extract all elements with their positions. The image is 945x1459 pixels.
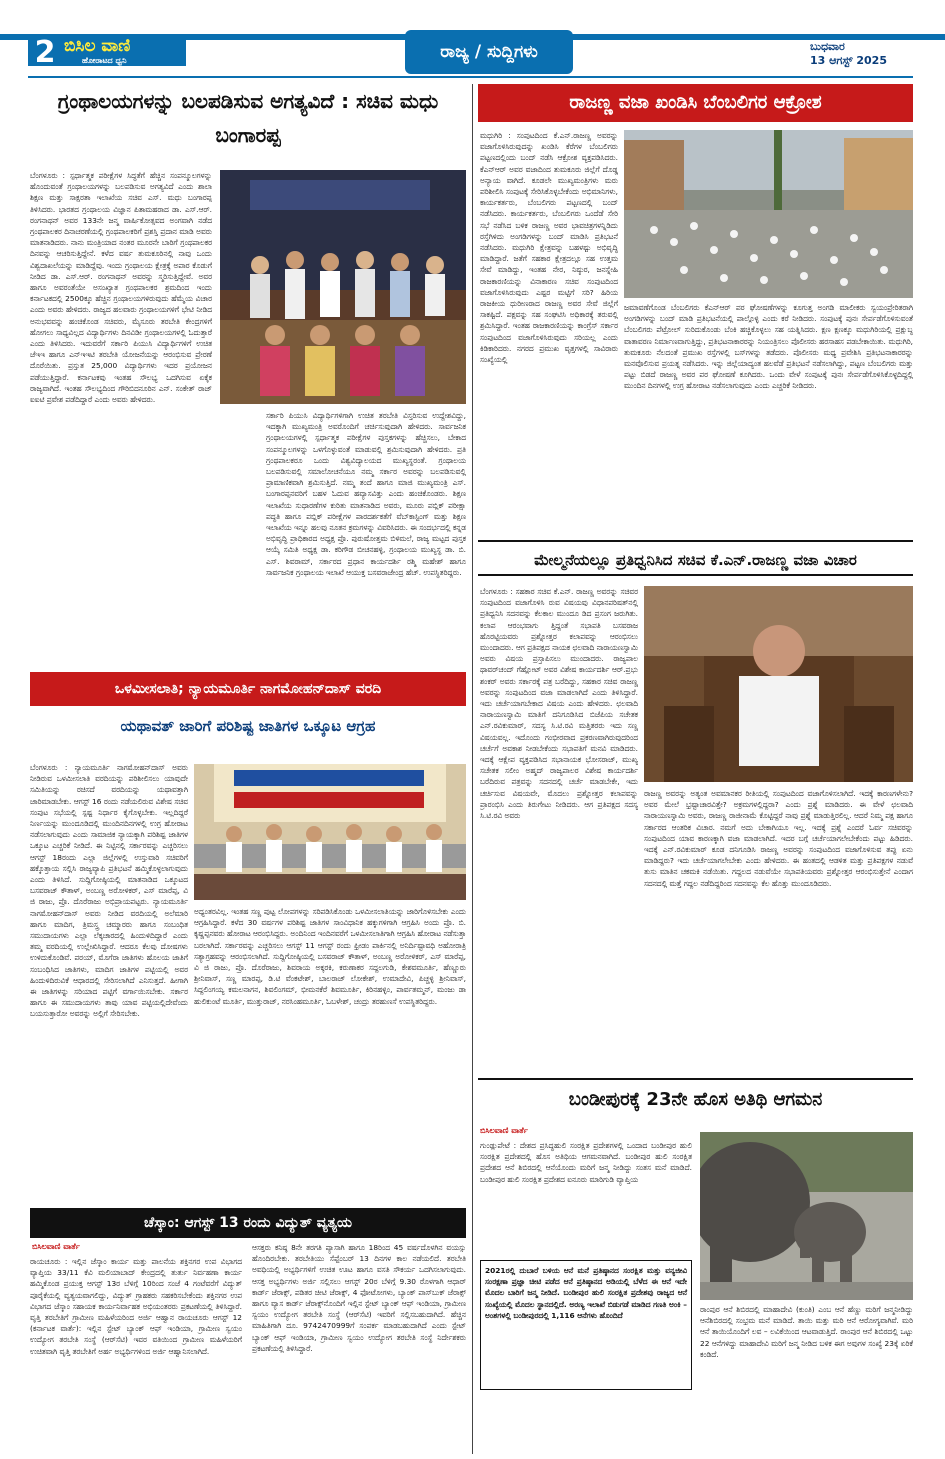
library-body-right: ಸರ್ಕಾರಿ ಪಿಯುಸಿ ವಿದ್ಯಾರ್ಥಿಗಳಿಗಾಗಿ ಉಚಿತ ತರಬೇತಿ ವಿಸ್ತರಿಸುವ ಉದ್ದೇಶವಿದ್ದು, ಇದಕ್ಕಾಗಿ ಮುಖ್ಯಮಂತ್ರಿ ಅವರೊಂದಿಗೆ ಚರ್ಚಿಸುವುದಾಗಿ ಹೇಳಿದರು. ಸಾರ್ವಜನಿಕ ಗ್ರಂಥಾಲಯಗಳಲ್ಲಿ ಸ್ಪರ್ಧಾತ್ಮಕ ಪರೀಕ್ಷೆಗಳ ಪುಸ್ತಕಗಳನ್ನು ಹೆಚ್ಚಿಸಲು, ಬೇಕಾದ ಸಂಪನ್ಮೂಲಗಳನ್ನು ಒಳಗೊಳ್ಳುವಂತೆ ಮಾಡುವಲ್ಲಿ ಶ್ರಮಿಸುವುದಾಗಿ ಹೇಳಿದರು. ಪ್ರತಿ ಗ್ರಂಥಪಾಲಕರೂ ಒಂದು ವಿಶ್ವವಿದ್ಯಾಲಯದ ಮುಖ್ಯಸ್ಥರಂತೆ. ಗ್ರಂಥಾಲಯ ಬಲಪಡಿಸುವಲ್ಲಿ ಸಮಾಲೋಚನೆಯೂ ನಮ್ಮ ಸರ್ಕಾರ ಅವರನ್ನು ಬಲಪಡಿಸುವಲ್ಲಿ ಪ್ರಾಮಾಣಿಕವಾಗಿ ಶ್ರಮಿಸುತ್ತಿದೆ. ನಮ್ಮ ತಂದೆ ಹಾಗೂ ಮಾಜಿ ಮುಖ್ಯಮಂತ್ರಿ ಎಸ್. ಬಂಗಾರಪ್ಪನವರಿಗೆ ಬಹಳ ಓದುವ ಹವ್ಯಾಸವಿತ್ತು ಎಂದು ಹಂಚಿಕೊಂಡರು. ಶಿಕ್ಷಣ ಇಲಾಖೆಯ ಸುಧಾರಣೆಗಳ ಕುರಿತು ಮಾತನಾಡಿದ ಅವರು, ಮೂರು ಪಬ್ಲಿಕ್ ಪರೀಕ್ಷಾ ಪದ್ಧತಿ ಹಾಗೂ ಪಬ್ಲಿಕ್ ಪರೀಕ್ಷೆಗಳ ಪಾರದರ್ಶಕತೆಗೆ ವೆಬ್‌ಕಾಸ್ಟಿಂಗ್ ಮತ್ತು ಶಿಕ್ಷಣ ಇಲಾಖೆಯ ಇನ್ನೂ ಹಲವು ನೂತನ ಕ್ರಮಗಳನ್ನು ವಿವರಿಸಿದರು. ಈ ಸಂದರ್ಭದಲ್ಲಿ ಕನ್ನಡ ಅಭಿವೃದ್ಧಿ ಪ್ರಾಧಿಕಾರದ ಅಧ್ಯಕ್ಷ ಪ್ರೊ. ಪುರುಷೋತ್ತಮ ಬಿಳಿಮಲೆ, ರಾಜ್ಯ ಮಟ್ಟದ ಪುಸ್ತಕ ಆಯ್ಕೆ ಸಮಿತಿ ಅಧ್ಯಕ್ಷ ಡಾ. ಕರಿಗೌಡ ಬೀಚನಹಳ್ಳಿ, ಗ್ರಂಥಾಲಯ ಮುಖ್ಯಸ್ಥ ಡಾ. ಬಿ. ಎಸ್. ಶಿವರಾಮ್, ಸರ್ಕಾರದ ಪ್ರಧಾನ ಕಾರ್ಯದರ್ಶಿ ರಶ್ಮಿ ಮಹೇಶ್ ಹಾಗೂ ಸಾರ್ವಜನಿಕ ಗ್ರಂಥಾಲಯ ಇಲಾಖೆ ಆಯುಕ್ತ ಬಸವರಾಜೇಂದ್ರ ಹೆಚ್. ಉಪಸ್ಥಿತರಿದ್ದರು. — [266, 411, 466, 577]
bandipur-byline: ಬಿಸಿಲವಾಣಿ ವಾರ್ತೆ — [480, 1126, 528, 1135]
council-body-right: ರಾಜಣ್ಣ ಅವರನ್ನು ಅತ್ಯಂತ ಅವಮಾನಕರ ರೀತಿಯಲ್ಲಿ ಸಂಪುಟದಿಂದ ವಜಾಗೊಳಿಸಲಾಗಿದೆ. ಇದಕ್ಕೆ ಕಾರಣಗಳೇನು? ಅವರ ಮೇಲೆ ಭ್ರಷ್ಟಾಚಾರವಿತ್ತೇ? ಅಕ್ರಮಗಳಲ್ಲಿದ್ದರಾ? ಎಂದು ಪ್ರಶ್ನೆ ಮಾಡಿದರು. ಈ ವೇಳೆ ಛಲವಾದಿ ನಾರಾಯಣಸ್ವಾಮಿ ಅವರು, ರಾಜಣ್ಣ ರಾಜೀನಾಮೆ ಕೊಟ್ಟಿದ್ದರೆ ನಾವು ಪ್ರಶ್ನೆ ಮಾಡುತ್ತಿರಲಿಲ್ಲ. ಆದರೆ ನಿಮ್ಮ ಪಕ್ಷ ಹಾಗೂ ಸರ್ಕಾರದ ಆಂತರಿಕ ವಿಚಾರ. ನಮಗೆ ಅದು ಬೇಕಾಗಿಯೂ ಇಲ್ಲ. ಇದಕ್ಕೆ ಪ್ರಶ್ನೆ ಎಂದರೆ ಓರ್ವ ಸಚಿವರನ್ನು ಸಂಪುಟದಿಂದ ಯಾವ ಕಾರಣಕ್ಕಾಗಿ ವಜಾ ಮಾಡಲಾಗಿದೆ. ಇದರ ಬಗ್ಗೆ ಚರ್ಚೆಯಾಗಲೇಬೇಕೆಂದು ಪಟ್ಟು ಹಿಡಿದರು. ಇದಕ್ಕೆ ಎನ್.ರವಿಕುಮಾರ್ ಕೂಡ ದನಿಗೂಡಿಸಿ ರಾಜಣ್ಣ ಅವರನ್ನು ಸಂಪುಟದಿಂದ ವಜಾಗೊಳಿಸುವ ತಪ್ಪು ಏನು ಮಾಡಿದ್ದರು? ಇದು ಚರ್ಚೆಯಾಗಲೇಬೇಕು ಎಂದು ಹೇಳಿದರು. ಈ ಹಂತದಲ್ಲಿ ಆಡಳಿತ ಮತ್ತು ಪ್ರತಿಪಕ್ಷಗಳ ನಡುವೆ ತುಸು ಮಾತಿನ ಚಕಮಕಿ ನಡೆಯಿತು. ಗದ್ದಲದ ನಡುವೆಯೇ ಸಭಾಪತಿಯವರು ಪ್ರಶ್ನೋತ್ತರ ಆರಂಭಿಸುತ್ತೇನೆ ಎಂದಾಗ ಸದನದಲ್ಲಿ ಮತ್ತೆ ಗದ್ದಲ ನಡೆದಿದ್ದರಿಂದ ಸದನವನ್ನು ಕೆಲ ಹೊತ್ತು ಮುಂದೂಡಿದರು. — [644, 789, 913, 888]
library-article — [30, 84, 466, 664]
power-byline: ಬಿಸಿಲವಾಣಿ ವಾರ್ತೆ — [32, 1242, 80, 1251]
inquiry-headline-1: ಒಳಮೀಸಲಾತಿ; ನ್ಯಾಯಮೂರ್ತಿ ನಾಗಮೋಹನ್‌ದಾಸ್ ವರದಿ — [30, 672, 466, 706]
paper-tagline: ಹೋರಾಟದ ಧ್ವನಿ — [82, 56, 127, 65]
masthead — [0, 0, 945, 78]
council-headline: ಮೇಲ್ಮನೆಯಲ್ಲೂ ಪ್ರತಿಧ್ವನಿಸಿದ ಸಚಿವ ಕೆ.ಎನ್.ರಾಜಣ್ಣ ವಜಾ ವಿಚಾರ — [478, 540, 913, 576]
protest-photo — [624, 130, 913, 298]
issue-date-block — [810, 40, 887, 68]
council-article — [478, 540, 913, 1068]
inquiry-body-right: ಅಧ್ಯಂತರವಿಲ್ಲ. ಇಂತಹ ಸಣ್ಣ ಪುಟ್ಟ ಲೋಪಗಳನ್ನು ಸರಿಪಡಿಸಿಕೊಂಡು ಒಳಮೀಸಲಾತಿಯನ್ನು ಜಾರಿಗೊಳಿಸಬೇಕು ಎಂದು ಆಗ್ರಹಿಸಿದ್ದಾರೆ. ಕಳೆದ 30 ವರ್ಷಗಳ ಪರಿಶಿಷ್ಟ ಜಾತಿಗಳ ಸಾಂವಿಧಾನಿಕ ಹಕ್ಕುಗಳಿಗಾಗಿ ಆಗ್ರಹಿಸಿ ಅಂದು ಪ್ರೊ. ಬಿ. ಕೃಷ್ಣಪ್ಪನವರು ಹೋರಾಟ ಆರಂಭಿಸಿದ್ದರು. ಅಂದಿನಿಂದ ಇಂದಿನವರೆಗೆ ಒಳಮೀಸಲಾತಿಗಾಗಿ ಆಗ್ರಹಿಸಿ ಹೋರಾಟ ನಡೆಸುತ್ತಾ ಬರಲಾಗಿದೆ. ಸರ್ಕಾರವನ್ನು ಎಚ್ಚರಿಸಲು ಆಗಸ್ಟ್ 11 ಆಗಸ್ಟ್ ರಂದು ಫ್ರೀಡಂ ಪಾರ್ಕಿನಲ್ಲಿ ಅನಿರ್ದಿಷ್ಟಾವಧಿ ಅಹೋರಾತ್ರಿ ಸತ್ಯಾಗ್ರಹವನ್ನು ಆರಂಭಿಸಲಾಗಿದೆ. ಸುದ್ದಿಗೋಷ್ಠಿಯಲ್ಲಿ ಬಸವರಾಜ್ ಕೌತಾಳ್, ಅಂಬಣ್ಣ ಅರೋಳಿಕರ್, ಎಸ್ ಮಾರೆಪ್ಪ, ವಿ ಜಿ ರಾಜು, ಪ್ರೊ. ದೊರೆರಾಜು, ಶಿವರಾಯ ಅಕ್ಕರಕಿ, ಕರುಣಾಕರ ಸದ್ದಲಗುಡಿ, ಕೇಶವಮೂರ್ತಿ, ಹೆಣ್ಣೂರು ಶ್ರೀನಿವಾಸ್, ಸಣ್ಣ ಮಾರಪ್ಪ, ಡಿ.ಟಿ ವೆಂಕಟೇಶ್, ಬಾಲರಾಜ್ ಲೋಕೇಶ್, ಉಮಾದೇವಿ, ಪಿಚ್ಚಳ್ಳಿ ಶ್ರೀನಿವಾಸ್, ಸಿದ್ದಲಿಂಗಯ್ಯ ಕಮಲನಾಗನ, ಶಿವಲಿಂಗಮ್, ಭೀಮನಕೆರೆ ಶಿವಮೂರ್ತಿ, ಕಿರಿನಹಳ್ಳಿಂ, ಪಾರ್ವತಮ್ಮನ್, ಮಂಜು ಡಾ ಹುಲಿಕುಂಟೆ ಮೂರ್ತಿ, ಮುತ್ತುರಾಜ್, ನರಸಿಂಹಮೂರ್ತಿ, ಓಬಳೇಶ್, ಚಂದ್ರು ತರಹುಣಸೆ ಉಪಸ್ಥಿತರಿದ್ದರು. — [194, 907, 466, 1006]
protest-body-left: ಮಧುಗಿರಿ : ಸಂಪುಟದಿಂದ ಕೆ.ಎನ್.ರಾಜಣ್ಣ ಅವರನ್ನು ವಜಾಗೊಳಿಸಿರುವುದನ್ನು ಖಂಡಿಸಿ ಕೆರೆಗಳ ಬೆಂಬಲಿಗರು ಪಟ್ಟಣದಲ್ಲಿಂದು ಬಂದ್ ನಡೆಸಿ ಆಕ್ರೋಶ ವ್ಯಕ್ತಪಡಿಸಿದರು. ಕೆಎನ್‌ಆರ್ ಅವರ ವಜಾದಿಂದ ತುಮಕೂರು ಜಿಲ್ಲೆಗೆ ದೊಡ್ಡ ಅನ್ಯಾಯ ವಾಗಿದೆ. ಕೂಡಲೇ ಮುಖ್ಯಮಂತ್ರಿಗಳು ಮರು ಪರಿಶೀಲಿಸಿ ಸಂಪುಟಕ್ಕೆ ಸೇರಿಸಿಕೊಳ್ಳಬೇಕೆಂದು ಅಭಿಮಾನಿಗಳು, ಕಾರ್ಯಕರ್ತರು, ಬೆಂಬಲಿಗರು ಪಟ್ಟಣದಲ್ಲಿ ಬಂದ್ ನಡೆಸಿದರು. ಕಾರ್ಯಕರ್ತರು, ಬೆಂಬಲಿಗರು ಒಂದೆಡೆ ಸೇರಿ ಸಭೆ ನಡೆಸಿದ ಬಳಿಕ ರಾಜಣ್ಣ ಅವರ ಭಾವಚಿತ್ರಗಳನ್ನಿಡಿದು ರಸ್ತೆಗಿಳಿದು ಅಂಗಡಿಗಳನ್ನು ಬಂದ್ ಮಾಡಿಸಿ ಪ್ರತಿಭಟನೆ ನಡೆಸಿದರು. ಮಧುಗಿರಿ ಕ್ಷೇತ್ರವನ್ನು ಬಹಳಷ್ಟು ಅಭಿವೃದ್ಧಿ ಮಾಡಿದ್ದಾರೆ. ಜತೆಗೆ ಸಹಕಾರ ಕ್ಷೇತ್ರದಲ್ಲೂ ಸಹ ಉತ್ತಮ ಸೇವೆ ಮಾಡಿದ್ದು, ಇಂತಹ ನೇರ, ನಿಷ್ಠುರ, ಜನಸ್ನೇಹಿ ರಾಜಕಾರಣಿಯನ್ನು ವಿನಾಕಾರಣ ಸಚಿವ ಸಂಪುಟದಿಂದ ವಜಾಗೊಳಿಸಿರುವುದು ಎಷ್ಟರ ಮಟ್ಟಿಗೆ ಸರಿ? ಹಿರಿಯ ರಾಜಕೀಯ ಧುರೀಣರಾದ ರಾಜಣ್ಣ ಅವರ ಸೇವೆ ಜಿಲ್ಲೆಗೆ ಸಾಕಷ್ಟಿದೆ. ಪಕ್ಷವನ್ನು ಸಹ ಸಂಘಟಿಸಿ ಅಧಿಕಾರಕ್ಕೆ ತರುವಲ್ಲಿ ಶ್ರಮಿಸಿದ್ದಾರೆ. ಇಂತಹ ರಾಜಕಾರಣಿಯನ್ನು ಕಾಂಗ್ರೆಸ್ ಸರ್ಕಾರ ಸಂಪುಟದಿಂದ ವಜಾಗೊಳಿಸಿರುವುದು ಸರಿಯಲ್ಲ ಎಂದು ಕಿಡಿಕಾರಿದರು. ನಗರದ ಪ್ರಮುಖ ವೃತ್ತಗಳಲ್ಲಿ ಸಾವಿರಾರು ಸಂಖ್ಯೆಯಲ್ಲಿ — [480, 131, 618, 365]
inquiry-photo — [194, 764, 466, 900]
power-article — [30, 1208, 466, 1454]
paper-name: ಬಿಸಿಲ ವಾಣಿ — [64, 36, 131, 56]
column-divider — [472, 84, 473, 1454]
issue-day: ಬುಧವಾರ — [810, 40, 845, 53]
issue-date: 13 ಆಗಸ್ಟ್ 2025 — [810, 54, 887, 67]
inquiry-headline-2: ಯಥಾವತ್ ಜಾರಿಗೆ ಪರಿಶಿಷ್ಟ ಜಾತಿಗಳ ಒಕ್ಕೂಟ ಆಗ್ರಹ — [120, 717, 376, 735]
bandipur-photo — [700, 1132, 913, 1300]
bandipur-body-right: ರಾಂಪುರ ಆನೆ ಶಿಬಿರದಲ್ಲಿ ಮಾಹಾದೇವಿ (ಕುಂತಿ) ಎಂಬ ಆನೆ ಹೆಣ್ಣು ಮರಿಗೆ ಜನ್ಮನೀಡಿದ್ದು ಆನೆಶಿಬಿರದಲ್ಲಿ ಸಂಭ್ರಮ ಮನೆ ಮಾಡಿದೆ. ತಾಯಿ ಮತ್ತು ಮರಿ ಆನೆ ಆರೋಗ್ಯವಾಗಿವೆ. ಮರಿ ಆನೆ ತಾಯಿಯೊಂದಿಗೆ ಲವ – ಲವಿಕೆಯಿಂದ ಆಟವಾಡುತ್ತಿದೆ. ರಾಂಪುರ ಆನೆ ಶಿಬಿರದಲ್ಲಿ ಒಟ್ಟು 22 ಆನೆಗಳಿದ್ದು ಮಾಹಾದೇವಿ ಮರಿಗೆ ಜನ್ಮ ನೀಡಿದ ಬಳಿಕ ಈಗ ಅವುಗಳ ಸಂಖ್ಯೆ 23ಕ್ಕೆ ಏರಿಕೆ ಕಂಡಿದೆ. — [700, 1305, 913, 1359]
power-body-left: ರಾಯಚೂರು : ಇಲ್ಲಿನ ಜೆಸ್ಕಾಂ ಕಾರ್ಯ ಮತ್ತು ಪಾಲನೆಯ ಶಕ್ತಿನಗರ ಉಪ ವಿಭಾಗದ ವ್ಯಾಪ್ತಿಯ 33/11 ಕೆವಿ ಮಲಿಯಾಬಾದ್ ಕೇಂದ್ರದಲ್ಲಿ ತುರ್ತು ನಿರ್ವಹಣಾ ಕಾರ್ಯ ಹಮ್ಮಿಕೊಂಡ ಪ್ರಯುಕ್ತ ಆಗಸ್ಟ್ 13ರ ಬೆಳಿಗ್ಗೆ 10ರಿಂದ ಸಂಜೆ 4 ಗಂಟೆವರೆಗೆ ವಿದ್ಯುತ್ ಪೂರೈಕೆಯಲ್ಲಿ ವ್ಯತ್ಯಯವಾಗಲಿದ್ದು, ವಿದ್ಯುತ್ ಗ್ರಾಹಕರು ಸಹಕರಿಸಬೇಕೆಂದು ಶಕ್ತಿನಗರ ಉಪ ವಿಭಾಗದ ಜೆಸ್ಕಾಂ ಸಹಾಯಕ ಕಾರ್ಯನಿರ್ವಾಹಕ ಅಭಿಯಂತರರು ಪ್ರಕಟಣೆಯಲ್ಲಿ ತಿಳಿಸಿದ್ದಾರೆ. ವೃತ್ತಿ ತರಬೇತಿಗೆ ಗ್ರಾಮೀಣ ಮಹಿಳೆಯರಿಂದ ಅರ್ಜಿ ಆಹ್ವಾನ ರಾಯಚೂರು ಆಗಸ್ಟ್ 12 (ಕರ್ನಾಟಕ ವಾರ್ತೆ): ಇಲ್ಲಿನ ಸ್ಟೇಟ್ ಬ್ಯಾಂಕ್ ಆಫ್ ಇಂಡಿಯಾ, ಗ್ರಾಮೀಣ ಸ್ವಯಂ ಉದ್ಯೋಗ ತರಬೇತಿ ಸಂಸ್ಥೆ (ಆರ್‌ಸೆಟಿ) ಇವರ ವತಿಯಿಂದ ಗ್ರಾಮೀಣ ಮಹಿಳೆಯರಿಗೆ ಉಚಿತವಾಗಿ ವೃತ್ತಿ ತರಬೇತಿಗೆ ಅರ್ಹ ಅಭ್ಯರ್ಥಿಗಳಿಂದ ಅರ್ಜಿ ಆಹ್ವಾನಿಸಲಾಗಿದೆ. — [30, 1257, 242, 1356]
inquiry-body-left: ಬೆಂಗಳೂರು : ನ್ಯಾಯಮೂರ್ತಿ ನಾಗಮೋಹನ್‌ದಾಸ್ ಅವರು ನೀಡಿರುವ ಒಳಮೀಸಲಾತಿ ವರದಿಯನ್ನು ಪರಿಶೀಲಿಸಲು ಯಾವುದೇ ಸಮಿತಿಯನ್ನು ರಚಿಸದೆ ವರದಿಯನ್ನು ಯಥಾವತ್ತಾಗಿ ಜಾರಿಮಾಡಬೇಕು. ಆಗಸ್ಟ್ 16 ರಂದು ನಡೆಯಲಿರುವ ವಿಶೇಷ ಸಚಿವ ಸಂಪುಟ ಸಭೆಯಲ್ಲಿ ಸ್ಪಷ್ಟ ನಿರ್ಧಾರ ಕೈಗೊಳ್ಳಬೇಕು. ಇಲ್ಲದಿದ್ದರೆ ನಿರ್ಣಯನ್ನು ಮುಂದೂಡಿದಲ್ಲಿ ಮುಂದಿನದಿನಗಳಲ್ಲಿ ಉಗ್ರ ಹೋರಾಟ ನಡೆಸಲಾಗುವುದು ಎಂದು ಸಾಮಾಜಿಕ ನ್ಯಾಯಕ್ಕಾಗಿ ಪರಿಶಿಷ್ಟ ಜಾತಿಗಳ ಒಕ್ಕೂಟ ಎಚ್ಚರಿಕೆ ನೀಡಿದೆ. ಈ ನಿಟ್ಟಿನಲ್ಲಿ ಸರ್ಕಾರವನ್ನು ಎಚ್ಚರಿಸಲು ಆಗಸ್ಟ್ 18ರಂದು ಎಲ್ಲಾ ಜಿಲ್ಲೆಗಳಲ್ಲಿ ಉಸ್ತುವಾರಿ ಸಚಿವರಿಗೆ ಹಕ್ಕೊತ್ತಾಯ ಸಲ್ಲಿಸಿ ರಾಜ್ಯವ್ಯಾಪಿ ಪ್ರತಿಭಟನೆ ಹಮ್ಮಿಕೊಳ್ಳಲಾಗುವುದು ಎಂದು ತಿಳಿಸಿದೆ. ಸುದ್ದಿಗೋಷ್ಠಿಯಲ್ಲಿ ಮಾತನಾಡಿದ ಒಕ್ಕೂಟದ ಬಸವರಾಜ್ ಕೌತಾಳ್, ಅಂಬಣ್ಣ ಅರೋಳಿಕರ್, ಎಸ್ ಮಾರೆಪ್ಪ, ವಿ ಜಿ ರಾಜು, ಪ್ರೊ. ದೊರೆರಾಜು ಅಭಿಪ್ರಾಯಪಟ್ಟರು. ನ್ಯಾಯಮೂರ್ತಿ ನಾಗಮೋಹನ್‌ದಾಸ್ ಅವರು ನೀಡಿದ ವರದಿಯಲ್ಲಿ ಅಲೆಮಾರಿ ಹಾಗೂ ಮಾದಿಗ, ತ್ರಿಮಸ್ತ್ರ ಚಮ್ಮಾರರು ಹಾಗೂ ಸಂಬಂಧಿತ ಸಮುದಾಯಗಳು ಎಲ್ಲಾ ಲೆಕ್ಕಚಾರದಲ್ಲಿ ಹಿಂದುಳಿದಿದ್ದಾರೆ ಎಂದು ತಮ್ಮ ವರದಿಯಲ್ಲಿ ಉಲ್ಲೇಖಿಸಿದ್ದಾರೆ. ಆದರೂ ಕೆಲವು ದೋಷಗಳು ಉಳಿದುಕೊಂಡಿವೆ. ಪರಯ್, ಮೊಗೆರಾ ಜಾತಿಗಳು ಹೊಲಯ ಜಾತಿಗೆ ಸಂಬಂಧಿಸಿದ ಜಾತಿಗಳು, ಮಾದಿಗ ಜಾತಿಗಳ ಪಟ್ಟಿಯಲ್ಲಿ ಅವರ ಹಿಂದುಳಿದಿರುವಿಕೆ ಆಧಾರದಲ್ಲಿ ಸೇರಿಸಲಾಗಿದೆ ಎನಿಸುತ್ತದೆ. ಹೀಗಾಗಿ ಈ ಜಾತಿಗಳನ್ನು ಸರಿಯಾದ ಪಟ್ಟಿಗೆ ವರ್ಗಾಯಿಸಬೇಕು. ಸರ್ಕಾರ ಹಾಗೂ ಈ ಸಮುದಾಯಗಳು ತಾವು ಯಾವ ಪಟ್ಟಿಯಲ್ಲಿದೇವೆಂದು ಬಯಸುತ್ತಾರೋ ಅವರನ್ನು ಅಲ್ಲಿಗೆ ಸೇರಿಸಬೇಕು. — [30, 763, 188, 1019]
protest-headline: ರಾಜಣ್ಣ ವಜಾ ಖಂಡಿಸಿ ಬೆಂಬಲಿಗರ ಆಕ್ರೋಶ — [478, 84, 913, 122]
power-headline: ಚೆಸ್ಕಾಂ: ಆಗಸ್ಟ್ 13 ರಂದು ವಿದ್ಯುತ್ ವ್ಯತ್ಯಯ — [30, 1208, 466, 1238]
protest-article — [478, 84, 913, 530]
council-photo — [644, 586, 913, 782]
power-body-right: ಆಸಕ್ತರು ಕನಿಷ್ಠ 8ನೇ ತರಗತಿ ಪ್ಯಾಸಾಗಿ ಹಾಗೂ 18ರಿಂದ 45 ವರ್ಷದೊಳಗಿನ ವಯಸ್ಸು ಹೊಂದಿರಬೇಕು. ತರಬೇತಿಯು ಸೆಪ್ಟೆಂಬರ್ 13 ದಿನಗಳ ಕಾಲ ನಡೆಯಲಿದೆ. ತರಬೇತಿ ಅವಧಿಯಲ್ಲಿ ಅಭ್ಯರ್ಥಿಗಳಿಗೆ ಉಚಿತ ಊಟ ಹಾಗೂ ವಸತಿ ಸೌಕರ್ಯ ಒದಗಿಸಲಾಗುವುದು. ಆಸಕ್ತ ಅಭ್ಯರ್ಥಿಗಳು ಅರ್ಜಿ ಸಲ್ಲಿಸಲು ಆಗಸ್ಟ್ 20ರ ಬೆಳಿಗ್ಗೆ 9.30 ರೊಳಗಾಗಿ ಆಧಾರ್ ಕಾರ್ಡ್ ಜೆರಾಕ್ಸ್, ಪಡಿತರ ಚೀಟಿ ಜೆರಾಕ್ಸ್, 4 ಫೋಟೋಗಳು, ಬ್ಯಾಂಕ್ ಪಾಸ್‌ಬುಕ್ ಜೆರಾಕ್ಸ್ ಹಾಗೂ ವ್ಯಾಸ ಕಾರ್ಡ್ ಜೆರಾಕ್ಸ್‌ನೊಂದಿಗೆ ಇಲ್ಲಿನ ಸ್ಟೇಟ್ ಬ್ಯಾಂಕ್ ಆಫ್ ಇಂಡಿಯಾ, ಗ್ರಾಮೀಣ ಸ್ವಯಂ ಉದ್ಯೋಗ ತರಬೇತಿ ಸಂಸ್ಥೆ (ಆರ್‌ಸೆಟಿ) ಇವರಿಗೆ ಸಲ್ಲಿಸಬಹುದಾಗಿದೆ. ಹೆಚ್ಚಿನ ಮಾಹಿತಿಗಾಗಿ ದೂ. 9742470999ಗೆ ಸಂಪರ್ಕ ಮಾಡಬಹುದಾಗಿದೆ ಎಂದು ಸ್ಟೇಟ್ ಬ್ಯಾಂಕ್ ಆಫ್ ಇಂಡಿಯಾ, ಗ್ರಾಮೀಣ ಸ್ವಯಂ ಉದ್ಯೋಗ ತರಬೇತಿ ಸಂಸ್ಥೆ ನಿರ್ದೇಶಕರು ಪ್ರಕಟಣೆಯಲ್ಲಿ ತಿಳಿಸಿದ್ದಾರೆ. — [252, 1243, 466, 1353]
library-headline: ಗ್ರಂಥಾಲಯಗಳನ್ನು ಬಲಪಡಿಸುವ ಅಗತ್ಯವಿದೆ : ಸಚಿವ ಮಧು ಬಂಗಾರಪ್ಪ — [57, 89, 439, 147]
bandipur-highlight-box: 2021ರಲ್ಲಿ ದುಬಾರೆ ಬಳಿಯ ಆನೆ ಮನೆ ಪ್ರತಿಷ್ಠಾನದ ಸಂರಕ್ಷಿತ ಮತ್ತು ವನ್ಯಜೀವಿ ಸಂರಕ್ಷಣಾ ಪ್ರಜ್ಞಾ ಚೀಟಿ ಪಡೆದ ಆನೆ ಪ್ರತಿಷ್ಠಾನದ ಅಡಿಯಲ್ಲಿ ಬೆಳೆದ ಈ ಆನೆ ಇದೇ ಮೊದಲ ಬಾರಿಗೆ ಜನ್ಮ ನೀಡಿದೆ. ಬಂಡೀಪುರ ಹುಲಿ ಸಂರಕ್ಷಿತ ಪ್ರದೇಶವು ರಾಜ್ಯದ ಆನೆ ಸಂಖ್ಯೆಯಲ್ಲಿ ಮೊದಲ ಸ್ಥಾನದಲ್ಲಿದೆ. ಅರಣ್ಯ ಇಲಾಖೆ ಬಿಡುಗಡೆ ಮಾಡಿದ ಗಣತಿ ಅಂಕಿ – ಅಂಶಗಳಲ್ಲಿ ಬಂಡೀಪುರದಲ್ಲಿ 1,116 ಆನೆಗಳು ಹೊಂದಿದೆ — [480, 1260, 692, 1390]
bandipur-headline: ಬಂಡೀಪುರಕ್ಕೆ 23ನೇ ಹೊಸ ಅತಿಥಿ ಆಗಮನ — [478, 1078, 913, 1122]
inquiry-article — [30, 672, 466, 1200]
masthead-rule — [28, 76, 913, 78]
library-body-left: ಬೆಂಗಳೂರು : ಸ್ಪರ್ಧಾತ್ಮಕ ಪರೀಕ್ಷೆಗಳ ಸಿದ್ಧತೆಗೆ ಹೆಚ್ಚಿನ ಸಂಪನ್ಮೂಲಗಳನ್ನು ಹೊಂದುವಂತೆ ಗ್ರಂಥಾಲಯಗಳನ್ನು ಬಲಪಡಿಸುವ ಅಗತ್ಯವಿದೆ ಎಂದು ಶಾಲಾ ಶಿಕ್ಷಣ ಮತ್ತು ಸಾಕ್ಷರತಾ ಇಲಾಖೆಯ ಸಚಿವ ಎಸ್. ಮಧು ಬಂಗಾರಪ್ಪ ತಿಳಿಸಿದರು. ಭಾರತದ ಗ್ರಂಥಾಲಯ ವಿಜ್ಞಾನ ಪಿತಾಮಹರಾದ ಡಾ. ಎಸ್.ಆರ್. ರಂಗನಾಥನ್ ಅವರ 133ನೇ ಜನ್ಮ ವಾರ್ಷಿಕೋತ್ಸವದ ಅಂಗವಾಗಿ ನಡೆದ ಗ್ರಂಥಪಾಲಕರ ದಿನಾಚರಣೆಯಲ್ಲಿ ಗ್ರಂಥಪಾಲಕರಿಗೆ ಪ್ರಶಸ್ತಿ ಪ್ರದಾನ ಮಾಡಿ ಅವರು ಮಾತನಾಡಿದರು. ನಾನು ಮಂತ್ರಿಯಾದ ನಂತರ ಮೂರನೇ ಬಾರಿಗೆ ಗ್ರಂಥಪಾಲಕರ ದಿನವನ್ನು ಆಚರಿಸುತ್ತಿದ್ದೇನೆ. ಕಳೆದ ವರ್ಷ ತುಮಕೂರಿನಲ್ಲಿ ನಾವು ಒಂದು ವಿಶ್ವದಾಖಲೆಯನ್ನು ಮಾಡಿದ್ದೆವು. ಇಂದು ಗ್ರಂಥಾಲಯ ಕ್ಷೇತ್ರಕ್ಕೆ ಅಪಾರ ಕೊಡುಗೆ ನೀಡಿದ ಡಾ. ಎಸ್.ಆರ್. ರಂಗನಾಥನ್ ಅವರನ್ನು ಸ್ಮರಿಸುತ್ತಿದ್ದೇವೆ. ಅವರ ಹಾಗೂ ಅವರಂತೆಯೇ ಅಸಂಖ್ಯಾತ ಗ್ರಂಥಪಾಲಕರ ಶ್ರಮದಿಂದ ಇಂದು ಕರ್ನಾಟಕದಲ್ಲಿ 2500ಕ್ಕೂ ಹೆಚ್ಚಿನ ಗ್ರಂಥಾಲಯಗಳಿರುವುದು ಹೆಮ್ಮೆಯ ವಿಚಾರ ಎಂದು ಅವರು ಹೇಳಿದರು. ರಾಜ್ಯದ ಹಲವಾರು ಗ್ರಂಥಾಲಯಗಳಿಗೆ ಭೇಟಿ ನೀಡಿದ ಅನುಭವವನ್ನು ಹಂಚಿಕೊಂಡ ಸಚಿವರು, ಮೈಸೂರು ತರಬೇತಿ ಕೇಂದ್ರಗಳಿಗೆ ಹೋಗಲು ಸಾಧ್ಯವಿಲ್ಲದ ವಿದ್ಯಾರ್ಥಿಗಳು ದಿನವಿಡೀ ಗ್ರಂಥಾಲಯಗಳಲ್ಲಿ ಓದುತ್ತಾರೆ ಎಂದು ತಿಳಿಸಿದರು. ಇದುವರೆಗೆ ಸರ್ಕಾರಿ ಪಿಯುಸಿ ವಿದ್ಯಾರ್ಥಿಗಳಿಗೆ ಉಚಿತ ಜೆಇಇ ಹಾಗೂ ಎನ್‌ಇಇಟಿ ತರಬೇತಿ ಯೋಜನೆಯನ್ನು ಆರಂಭಿಸುವ ಪ್ರೇರಣೆ ದೊರೆಯಿತು. ಪ್ರಸ್ತುತ 25,000 ವಿದ್ಯಾರ್ಥಿಗಳು ಇದರ ಪ್ರಯೋಜನ ಪಡೆಯುತ್ತಿದ್ದಾರೆ. ಕರ್ನಾಟಕವು ಇಂತಹ ಸೌಲಭ್ಯ ಒದಗಿಸುವ ಏಕೈಕ ರಾಜ್ಯವಾಗಿದೆ. ಇಂತಹ ಸೌಲಭ್ಯದಿಂದ ಗೌರಿಬಿದನೂರಿನ ಎನ್. ಸಂಕೇತ್ ರಾಜ್ ಐಐಟಿ ಪ್ರವೇಶ ಪಡೆದಿದ್ದಾರೆ ಎಂದು ಅವರು ಹೇಳಿದರು. — [30, 171, 212, 405]
section-title: ರಾಜ್ಯ / ಸುದ್ದಿಗಳು — [405, 30, 573, 74]
council-body-left: ಬೆಂಗಳೂರು : ಸಹಕಾರ ಸಚಿವ ಕೆ.ಎನ್. ರಾಜಣ್ಣ ಅವರನ್ನು ಸಚಿವರ ಸಂಪುಟದಿಂದ ವಜಾಗೊಳಿಸಿ ರುವ ವಿಷಯವು ವಿಧಾನಪರಿಷತ್‌ನಲ್ಲಿ ಪ್ರತಿಧ್ವನಿಸಿ ಸದನವನ್ನು ಕೆಲಕಾಲ ಮುಂದೂ ಡಿದ ಪ್ರಸಂಗ ಜರುಗಿತು. ಕಲಾಪ ಆರಂಭವಾಗು ತ್ತಿದ್ದಂತೆ ಸಭಾಪತಿ ಬಸವರಾಜ ಹೊರಟ್ಟಿಯವರು ಪ್ರಶ್ನೋತ್ತರ ಕಲಾಪವನ್ನು ಆರಂಭಿಸಲು ಮುಂದಾದರು. ಆಗ ಪ್ರತಿಪಕ್ಷದ ನಾಯಕ ಛಲವಾದಿ ನಾರಾಯಣಸ್ವಾಮಿ ಅವರು ವಿಷಯ ಪ್ರಸ್ತಾಪಿಸಲು ಮುಂದಾದರು. ರಾಜ್ಯಪಾಲ ಥಾವರ್‌ಚಂದ್ ಗೆಹ್ಲೋಟ್ ಅವರ ವಿಶೇಷ ಕಾರ್ಯದರ್ಶಿ ಆರ್.ಪ್ರಭು ಶಂಕರ್ ಅವರು ಸರ್ಕಾರಕ್ಕೆ ಪತ್ರ ಬರೆದಿದ್ದು, ಸಹಕಾರ ಸಚಿವ ರಾಜಣ್ಣ ಅವರನ್ನು ಸಂಪುಟದಿಂದ ವಜಾ ಮಾಡಲಾಗಿದೆ ಎಂದು ತಿಳಿಸಿದ್ದಾರೆ. ಇದು ಚರ್ಚೆಯಾಗಬೇಕಾದ ವಿಷಯ ಎಂದು ಹೇಳಿದರು. ಛಲವಾದಿ ನಾರಾಯಣಸ್ವಾಮಿ ಮಾತಿಗೆ ದನಿಗೂಡಿಸಿದ ಬಿಜೆಪಿಯ ಸಚೇತಕ ಎನ್.ರವಿಕುಮಾರ್, ಸದಸ್ಯ ಸಿ.ಟಿ.ರವಿ ಮತ್ತಿತರರು ಇದು ಸಣ್ಣ ವಿಷಯವಲ್ಲ. ಇದೊಂದು ಗಂಭೀರವಾದ ಪ್ರಕರಣವಾಗಿರುವುದರಿಂದ ಚರ್ಚೆಗೆ ಅವಕಾಶ ನೀಡಬೇಕೆಂದು ಸಭಾಪತಿಗೆ ಮನವಿ ಮಾಡಿದರು. ಇದಕ್ಕೆ ಆಕ್ಷೇಪ ವ್ಯಕ್ತಪಡಿಸಿದ ಸಭಾನಾಯಕ ಭೋಸರಾಜ್, ಮುಖ್ಯ ಸಚೇತಕ ಸಲೀಂ ಅಹ್ಮದ್ ರಾಜ್ಯಪಾಲರ ವಿಶೇಷ ಕಾರ್ಯದರ್ಶಿ ಬರೆದಿರುವ ಪತ್ರವನ್ನು ಸದನದಲ್ಲಿ ಚರ್ಚೆ ಮಾಡಬೇಕೇ, ಇದು ಚರ್ಚಿಸುವ ವಿಷಯವೇ, ಮೊದಲು ಪ್ರಶ್ನೋತ್ತರ ಕಲಾಪವನ್ನು ಪ್ರಾರಂಭಿಸಿ ಎಂದು ತಿರುಗೇಟು ನೀಡಿದರು. ಆಗ ಪ್ರತಿಪಕ್ಷದ ಸದಸ್ಯ ಸಿ.ಟಿ.ರವಿ ಅವರು — [480, 587, 638, 821]
protest-body-right: ಜಮಾವಣೆಗೊಂಡ ಬೆಂಬಲಿಗರು ಕೆಎನ್‌ಆರ್ ಪರ ಘೋಷಣೆಗಳನ್ನು ಕೂಗುತ್ತ ಅಂಗಡಿ ಮಾಲೀಕರು ಸ್ವಯಂಪ್ರೇರಿತರಾಗಿ ಅಂಗಡಿಗಳನ್ನು ಬಂದ್ ಮಾಡಿ ಪ್ರತಿಭಟನೆಯಲ್ಲಿ ಪಾಲ್ಗೊಳ್ಳಿ ಎಂದು ಕರೆ ನೀಡಿದರು. ಸಂಪುಟಕ್ಕೆ ಪುನಃ ಸೇರ್ಪಡೆಗೊಳಿಸುವಂತೆ ಬೆಂಬಲಿಗರು ಪೆಟ್ರೋಲ್ ಸುರಿದುಕೊಂಡು ಬೆಂಕಿ ಹಚ್ಚಿಕೊಳ್ಳಲು ಸಹ ಯತ್ನಿಸಿದರು. ಕ್ಷಣ ಕ್ಷಣಕ್ಕೂ ಮಧುಗಿರಿಯಲ್ಲಿ ಪ್ರಕ್ಷುಬ್ಧ ವಾತಾವರಣ ನಿರ್ಮಾಣವಾಗುತ್ತಿದ್ದು, ಪ್ರತಿಭಟನಾಕಾರರನ್ನು ನಿಯಂತ್ರಿಸಲು ಪೊಲೀಸರು ಹರಸಾಹಸ ಪಡಬೇಕಾಯಿತು. ಮಧುಗಿರಿ, ತುಮಕೂರು ನೆಲದಂತೆ ಪ್ರಮುಖ ರಸ್ತೆಗಳಲ್ಲಿ ಬಸ್‌ಗಳನ್ನು ತಡೆದರು. ಪೊಲೀಸರು ಮಧ್ಯ ಪ್ರವೇಶಿಸಿ ಪ್ರತಿಭಟನಾಕಾರರನ್ನು ಮನವೊಲಿಸುವ ಪ್ರಯತ್ನ ನಡೆಸಿದರು. ಇನ್ನು ಜಿಲ್ಲೆಯಾದ್ಯಂತ ಹಲವೆಡೆ ಪ್ರತಿಭಟನೆ ನಡೆಸಲಾಗಿದ್ದು, ಪಟ್ಟಣ ಬೆಂಬಲಿಗರು ಮತ್ತು ಪಟ್ಟು ಬಿಡದೆ ರಾಜಣ್ಣ ಅವರ ಪರ ಘೋಷಣೆ ಕೂಗಿದರು. ಒಂದು ವೇಳೆ ಸಂಪುಟಕ್ಕೆ ಪುನಃ ಸೇರ್ಪಡೆಗೊಳಿಸಿಕೊಳ್ಳದಿದ್ದಲ್ಲಿ ಮುಂದಿನ ದಿನಗಳಲ್ಲಿ ಉಗ್ರ ಹೋರಾಟ ನಡೆಸಲಾಗುವುದು ಎಂದು ಎಚ್ಚರಿಕೆ ನೀಡಿದರು. — [624, 303, 913, 391]
bandipur-body-left: ಗುಂಡ್ಲುಪೇಟೆ : ದೇಶದ ಪ್ರಸಿದ್ಧಹುಲಿ ಸಂರಕ್ಷಿತ ಪ್ರದೇಶಗಳಲ್ಲಿ ಒಂದಾದ ಬಂಡೀಪುರ ಹುಲಿ ಸಂರಕ್ಷಿತ ಪ್ರದೇಶದಲ್ಲಿ ಹೊಸ ಅತಿಥಿಯ ಆಗಮನವಾಗಿದೆ. ಬಂಡೀಪುರ ಹುಲಿ ಸಂರಕ್ಷಿತ ಪ್ರದೇಶದ ಆನೆ ಶಿಬಿರದಲ್ಲಿ ಆನೆಯೊಂದು ಮರಿಗೆ ಜನ್ಮ ನೀಡಿದ್ದು ಸಂತಸ ಮನೆ ಮಾಡಿದೆ. ಬಂಡೀಪುರ ಹುಲಿ ಸಂರಕ್ಷಿತ ಪ್ರದೇಶದ ಐನೂರು ಮಾರಿಗುಡಿ ವ್ಯಾಪ್ತಿಯ — [480, 1141, 692, 1184]
library-photo — [220, 170, 466, 404]
bandipur-article — [478, 1078, 913, 1454]
page-number: 2 — [34, 35, 56, 70]
